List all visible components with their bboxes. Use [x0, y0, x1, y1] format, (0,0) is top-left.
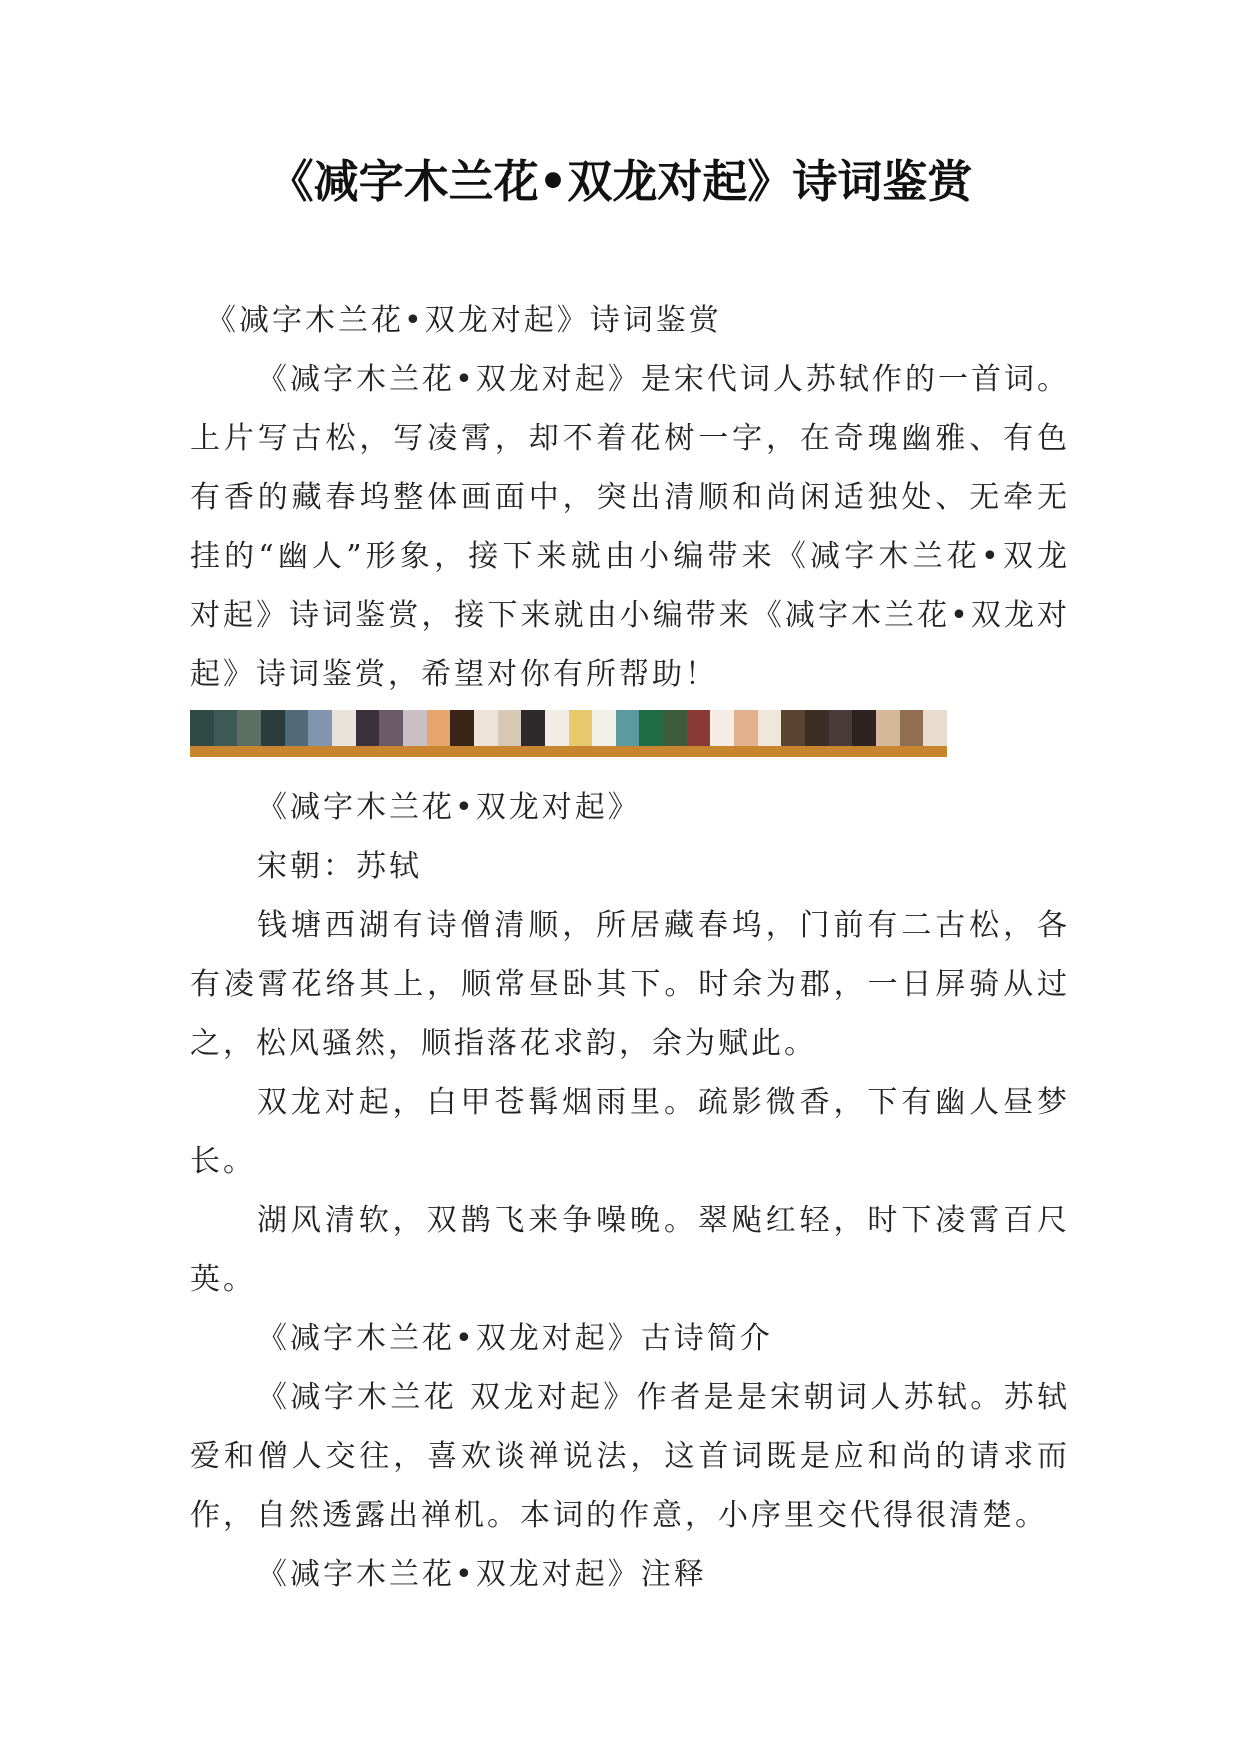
- book-spine: [710, 710, 734, 746]
- book-spine: [190, 710, 214, 746]
- poem-preface-paragraph: 钱塘西湖有诗僧清顺，所居藏春坞，门前有二古松，各有凌霄花络其上，顺常昼卧其下。时余为郡，一日屏骑从过之，松风骚然，顺指落花求韵，余为赋此。: [190, 908, 1070, 1061]
- book-spine: [379, 710, 403, 746]
- intro-heading-paragraph: 《减字木兰花•双龙对起》诗词鉴赏: [206, 303, 722, 338]
- book-spine: [403, 710, 427, 746]
- book-spine: [474, 710, 498, 746]
- bookshelf-divider-image: [190, 710, 947, 757]
- document-body: [190, 291, 1070, 1604]
- introduction-paragraph: 《减字木兰花 双龙对起》作者是是宋朝词人苏轼。苏轼爱和僧人交往，喜欢谈禅说法，这首词既是应和尚的请求而作，自然透露出禅机。本词的作意，小序里交代得很清楚。: [190, 1380, 1070, 1533]
- bookshelf-books-strip: [190, 710, 947, 746]
- book-spine: [805, 710, 829, 746]
- book-spine: [639, 710, 663, 746]
- poem-title-paragraph: 《减字木兰花•双龙对起》: [257, 790, 641, 825]
- bookshelf-plank: [190, 746, 947, 757]
- book-spine: [356, 710, 380, 746]
- introduction-heading: 《减字木兰花•双龙对起》古诗简介: [257, 1321, 773, 1356]
- book-spine: [498, 710, 522, 746]
- book-spine: [758, 710, 782, 746]
- book-spine: [616, 710, 640, 746]
- intro-paragraph: 《减字木兰花•双龙对起》是宋代词人苏轼作的一首词。上片写古松，写凌霄，却不着花树一字，在奇瑰幽雅、有色有香的藏春坞整体画面中，突出清顺和尚闲适独处、无牵无挂的“幽人”形象，接下来就由小编带来《减字木兰花•双龙对起》诗词鉴赏，接下来就由小编带来《减字木兰花•双龙对起》诗词鉴赏，希望对你有所帮助！: [190, 362, 1070, 692]
- book-spine: [781, 710, 805, 746]
- book-spine: [900, 710, 924, 746]
- book-spine: [261, 710, 285, 746]
- book-spine: [450, 710, 474, 746]
- annotation-heading: 《减字木兰花•双龙对起》注释: [257, 1557, 707, 1592]
- book-spine: [569, 710, 593, 746]
- book-spine: [852, 710, 876, 746]
- book-spine: [663, 710, 687, 746]
- poem-stanza-2: 湖风清软，双鹊飞来争噪晚。翠飐红轻，时下凌霄百尺英。: [190, 1203, 1070, 1297]
- poem-author-paragraph: 宋朝：苏轼: [257, 849, 422, 884]
- book-spine: [545, 710, 569, 746]
- book-spine: [308, 710, 332, 746]
- document-title: 《减字木兰花•双龙对起》诗词鉴赏: [268, 155, 973, 208]
- book-spine: [214, 710, 238, 746]
- poem-stanza-1: 双龙对起，白甲苍髯烟雨里。疏影微香，下有幽人昼梦长。: [190, 1085, 1070, 1179]
- book-spine: [285, 710, 309, 746]
- book-spine: [687, 710, 711, 746]
- book-spine: [734, 710, 758, 746]
- book-spine: [923, 710, 947, 746]
- book-spine: [237, 710, 261, 746]
- book-spine: [427, 710, 451, 746]
- book-spine: [876, 710, 900, 746]
- book-spine: [592, 710, 616, 746]
- book-spine: [521, 710, 545, 746]
- book-spine: [829, 710, 853, 746]
- book-spine: [332, 710, 356, 746]
